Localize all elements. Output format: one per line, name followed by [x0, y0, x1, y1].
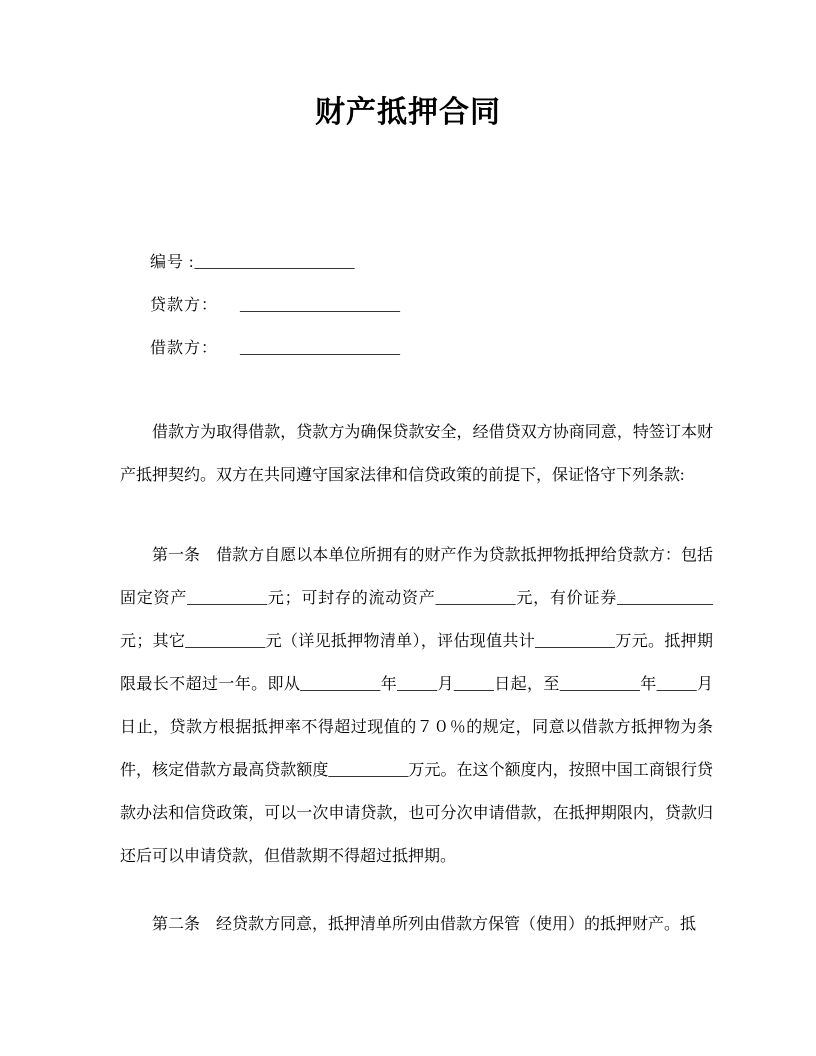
borrower-blank-line: ____________________	[240, 340, 401, 357]
field-row-contract-number	[150, 241, 713, 284]
lender-blank-line: ____________________	[240, 297, 401, 314]
contract-number-label: 编号 :	[150, 254, 195, 271]
header-fields	[120, 241, 713, 370]
field-row-borrower	[150, 327, 713, 370]
clause-2-paragraph: 第二条 经贷款方同意，抵押清单所列由借款方保管（使用）的抵押财产。抵	[152, 916, 697, 933]
intro-paragraph: 借款方为取得借款，贷款方为确保贷款安全，经借贷双方协商同意，特签订本财产抵押契约。双方在共同遵守国家法律和信贷政策的前提下，保证恪守下列条款:	[120, 424, 713, 484]
lender-label: 贷款方：	[150, 297, 219, 314]
document-title: 财产抵押合同	[315, 96, 501, 129]
borrower-label: 借款方：	[150, 340, 219, 357]
contract-number-blank-line: ____________________	[194, 254, 355, 271]
clause-1-paragraph: 第一条 借款方自愿以本单位所拥有的财产作为贷款抵押物抵押给贷款方：包括固定资产__________元；可封存的流动资产__________元，有价证券____________元；其它__________元（详见抵押物清单），评估现值共计__________万元。抵押期限最长不超过一年。即从__________年_____月_____日起，至__________年_____月日止，贷款方根据抵押率不得超过现值的７０％的规定，同意以借款方抵押物为条件，核定借款方最高贷款额度__________万元。在这个额度内，按照中国工商银行贷款办法和信贷政策，可以一次申请贷款，也可分次申请借款，在抵押期限内，贷款归还后可以申请贷款，但借款期不得超过抵押期。	[120, 547, 713, 865]
field-row-lender	[150, 284, 713, 327]
